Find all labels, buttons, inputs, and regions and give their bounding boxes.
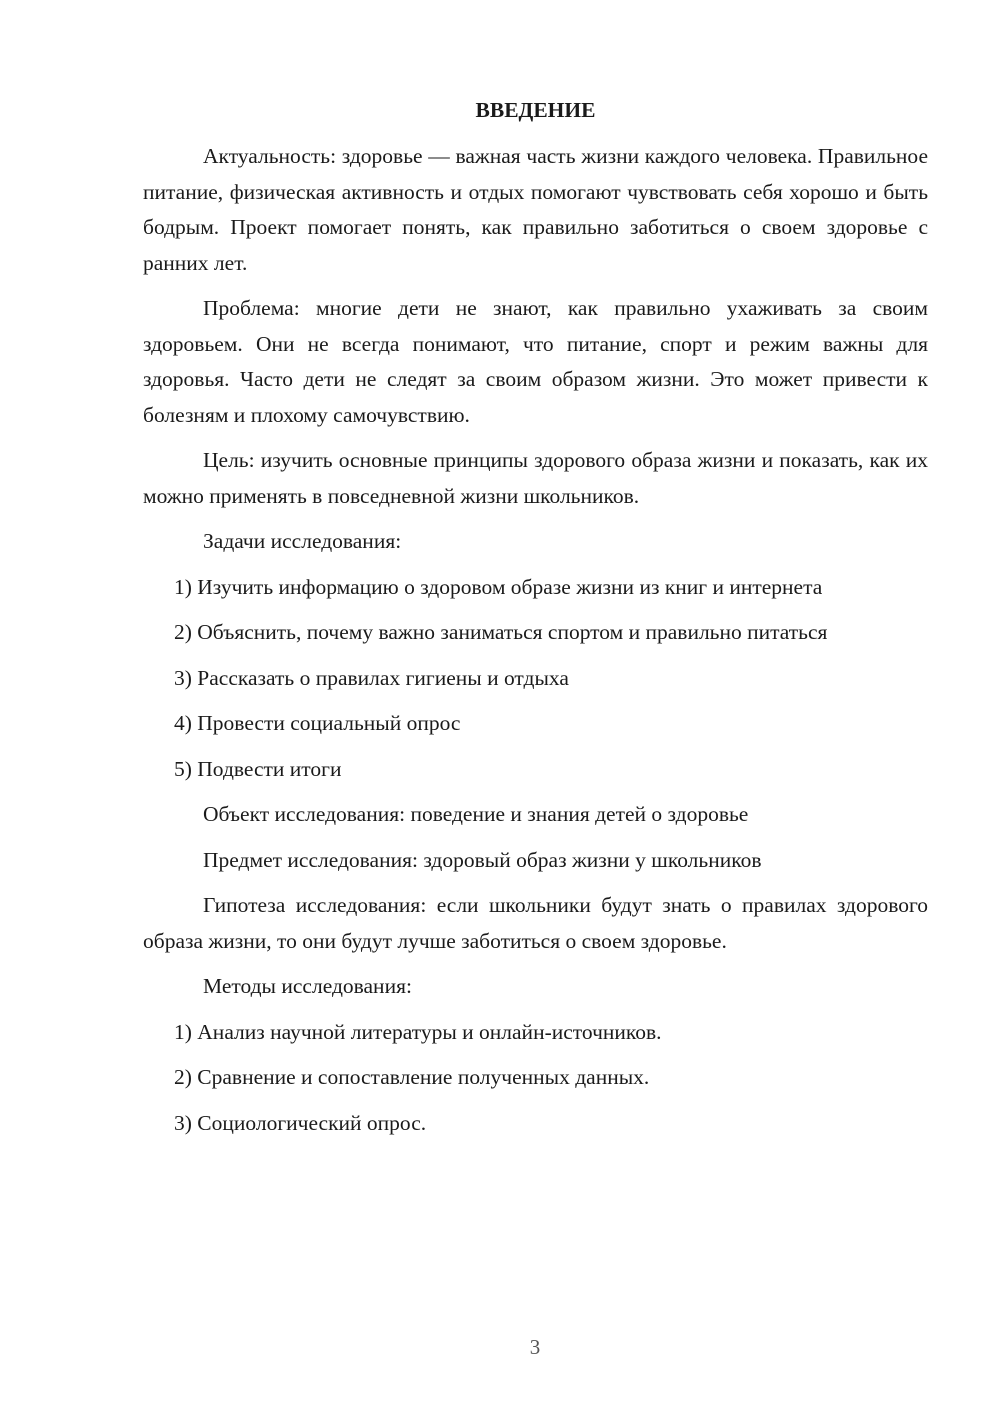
subject-paragraph: Предмет исследования: здоровый образ жизни у школьников <box>203 847 762 872</box>
task-item: 3) Рассказать о правилах гигиены и отдыха <box>174 665 569 690</box>
problem-paragraph: Проблема: многие дети не знают, как правильно ухаживать за своим здоровьем. Они не всегда понимают, что питание, спорт и режим важны для здоровья. Часто дети не следят за своим образом жизни. Это может привести к болезням и плохому самочувствию. <box>143 296 928 427</box>
page-number: 3 <box>529 1335 541 1359</box>
task-item: 4) Провести социальный опрос <box>174 711 461 735</box>
hypothesis-paragraph: Гипотеза исследования: если школьники будут знать о правилах здорового образа жизни, то они будут лучше заботиться о своем здоровье. <box>143 893 928 953</box>
object-paragraph: Объект исследования: поведение и знания детей о здоровье <box>203 802 749 826</box>
relevance-paragraph: Актуальность: здоровье — важная часть жизни каждого человека. Правильное питание, физическая активность и отдых помогают чувствовать себя хорошо и быть бодрым. Проект помогает понять, как правильно заботиться о своем здоровье с ранних лет. <box>143 144 928 275</box>
task-item: 5) Подвести итоги <box>174 756 342 781</box>
method-item: 3) Социологический опрос. <box>174 1110 427 1135</box>
task-item: 1) Изучить информацию о здоровом образе жизни из книг и интернета <box>174 574 823 599</box>
goal-paragraph: Цель: изучить основные принципы здорового образа жизни и показать, как их можно применять в повседневной жизни школьников. <box>143 448 928 508</box>
methods-heading: Методы исследования: <box>203 974 412 998</box>
method-item: 2) Сравнение и сопоставление полученных данных. <box>174 1065 650 1089</box>
section-title: ВВЕДЕНИЕ <box>475 98 596 122</box>
tasks-heading: Задачи исследования: <box>203 529 402 553</box>
task-item: 2) Объяснить, почему важно заниматься спортом и правильно питаться <box>174 620 828 644</box>
method-item: 1) Анализ научной литературы и онлайн-источников. <box>174 1019 662 1044</box>
document-body <box>143 92 928 1151</box>
